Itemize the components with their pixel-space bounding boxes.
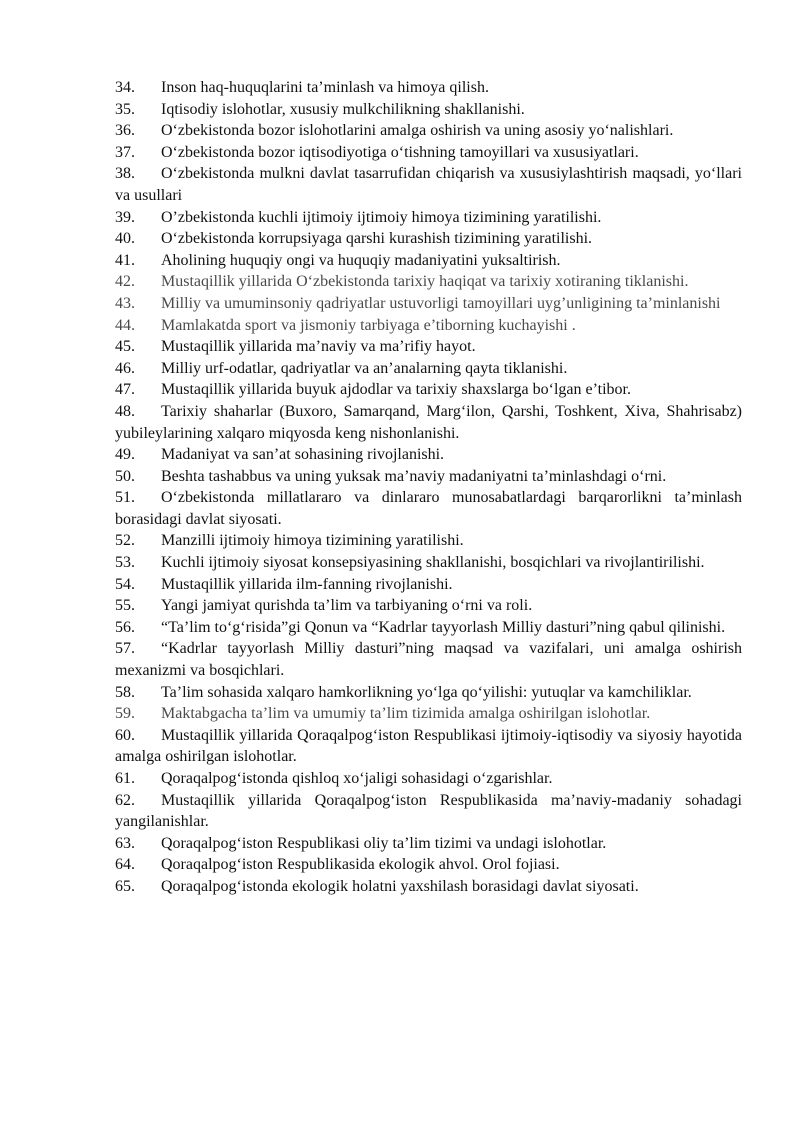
item-text: Kuchli ijtimoiy siyosat konsepsiyasining shakllanishi, bosqichlari va rivojlantirilishi. (161, 554, 705, 572)
item-text: Mustaqillik yillarida buyuk ajdodlar va tarixiy shaxslarga bo‘lgan e’tibor. (161, 381, 631, 399)
item-text: “Kadrlar tayyorlash Milliy dasturi”ning maqsad va vazifalari, uni amalga oshirish mexanizmi va bosqichlari. (115, 640, 742, 680)
item-text: Beshta tashabbus va uning yuksak ma’naviy madaniyatni ta’minlashdagi o‘rni. (161, 467, 667, 485)
list-item-46 (115, 358, 742, 380)
list-item-45 (115, 336, 742, 358)
item-text: Tarixiy shaharlar (Buxoro, Samarqand, Marg‘ilon, Qarshi, Toshkent, Xiva, Shahrisabz) yubileylarining xalqaro miqyosda keng nishonlanishi. (115, 402, 742, 442)
list-item-48 (115, 401, 742, 444)
item-number: 45. (115, 338, 135, 356)
item-number: 37. (115, 143, 135, 161)
item-text: Madaniyat va san’at sohasining rivojlanishi. (161, 446, 445, 464)
item-text: O‘zbekistonda bozor iqtisodiyotiga o‘tishning tamoyillari va xususiyatlari. (161, 143, 639, 161)
list-item-34 (115, 77, 742, 99)
item-number: 60. (115, 726, 135, 744)
item-number: 62. (115, 791, 135, 809)
list-item-40 (115, 228, 742, 250)
list-item-64 (115, 854, 742, 876)
item-text: Aholining huquqiy ongi va huquqiy madaniyatini yuksaltirish. (161, 251, 561, 269)
item-text: Inson haq-huquqlarini ta’minlash va himoya qilish. (161, 79, 489, 96)
item-number: 55. (115, 597, 135, 615)
list-item-50 (115, 466, 742, 488)
item-text: Mustaqillik yillarida ilm-fanning rivojlanishi. (161, 575, 453, 593)
item-text: “Ta’lim to‘g‘risida”gi Qonun va “Kadrlar tayyorlash Milliy dasturi”ning qabul qilinishi. (161, 618, 726, 636)
item-number: 51. (115, 489, 135, 507)
list-item-47 (115, 379, 742, 401)
item-text: Yangi jamiyat qurishda ta’lim va tarbiyaning o‘rni va roli. (161, 597, 533, 615)
item-text: Mamlakatda sport va jismoniy tarbiyaga e’tiborning kuchayishi . (161, 316, 576, 334)
list-item-38 (115, 163, 742, 206)
item-text: Manzilli ijtimoiy himoya tizimining yaratilishi. (161, 532, 464, 550)
list-item-49 (115, 444, 742, 466)
item-number: 49. (115, 446, 135, 464)
list-item-36 (115, 120, 742, 142)
item-number: 38. (115, 165, 135, 183)
item-number: 36. (115, 122, 135, 140)
item-text: Ta’lim sohasida xalqaro hamkorlikning yo‘lga qo‘yilishi: yutuqlar va kamchiliklar. (161, 683, 692, 701)
list-item-63 (115, 833, 742, 855)
item-text: Maktabgacha ta’lim va umumiy ta’lim tizimida amalga oshirilgan islohotlar. (161, 705, 651, 723)
list-item-53 (115, 552, 742, 574)
item-number: 43. (115, 294, 135, 312)
item-text: Milliy va umuminsoniy qadriyatlar ustuvorligi tamoyillari uyg’unligining ta’minlanishi (161, 294, 721, 312)
item-number: 65. (115, 877, 135, 895)
list-item-60 (115, 725, 742, 768)
list-item-42 (115, 271, 742, 293)
list-item-39 (115, 207, 742, 229)
item-text: O‘zbekistonda bozor islohotlarini amalga oshirish va uning asosiy yo‘nalishlari. (161, 122, 674, 140)
item-number: 47. (115, 381, 135, 399)
list-item-56 (115, 617, 742, 639)
item-text: Qoraqalpog‘istonda qishloq xo‘jaligi sohasidagi o‘zgarishlar. (161, 770, 553, 787)
item-number: 44. (115, 316, 135, 334)
item-text: Qoraqalpog‘iston Respublikasida ekologik ahvol. Orol fojiasi. (161, 856, 560, 874)
item-number: 42. (115, 273, 135, 291)
list-item-54 (115, 574, 742, 596)
item-number: 41. (115, 251, 135, 269)
list-item-37 (115, 142, 742, 164)
list-item-43 (115, 293, 742, 315)
item-number: 64. (115, 856, 135, 874)
item-number: 57. (115, 640, 135, 658)
list-item-44 (115, 315, 742, 337)
item-number: 39. (115, 208, 135, 226)
list-item-61 (115, 768, 742, 790)
list-item-57 (115, 638, 742, 681)
item-text: O‘zbekistonda mulkni davlat tasarrufidan chiqarish va xususiylashtirish maqsadi, yo‘llari va usullari (115, 165, 742, 204)
list-item-58 (115, 682, 742, 704)
list-item-55 (115, 595, 742, 617)
item-number: 54. (115, 575, 135, 593)
item-number: 56. (115, 618, 135, 636)
item-number: 46. (115, 359, 135, 377)
item-text: O‘zbekistonda millatlararo va dinlararo munosabatlardagi barqarorlikni ta’minlash borasidagi davlat siyosati. (115, 489, 742, 528)
item-text: Mustaqillik yillarida Qoraqalpog‘iston Respublikasida ma’naviy-madaniy sohadagi yangilanishlar. (115, 791, 742, 831)
item-number: 61. (115, 770, 135, 787)
item-number: 48. (115, 402, 135, 420)
item-number: 58. (115, 683, 135, 701)
item-number: 59. (115, 705, 135, 723)
item-text: Milliy urf-odatlar, qadriyatlar va an’analarning qayta tiklanishi. (161, 359, 568, 377)
item-number: 50. (115, 467, 135, 485)
list-item-62 (115, 790, 742, 833)
list-item-41 (115, 250, 742, 272)
item-text: O’zbekistonda kuchli ijtimoiy ijtimoiy himoya tizimining yaratilishi. (161, 208, 602, 226)
list-item-52 (115, 530, 742, 552)
item-text: Mustaqillik yillarida Qoraqalpog‘iston Respublikasi ijtimoiy-iqtisodiy va siyosiy hayotida amalga oshirilgan islohotlar. (115, 726, 742, 766)
item-number: 53. (115, 554, 135, 572)
item-text: Mustaqillik yillarida ma’naviy va ma’rifiy hayot. (161, 338, 476, 356)
list-item-59 (115, 703, 742, 725)
item-text: Iqtisodiy islohotlar, xususiy mulkchilikning shakllanishi. (161, 100, 525, 118)
list-item-35 (115, 99, 742, 121)
item-number: 63. (115, 834, 135, 852)
item-text: Mustaqillik yillarida O‘zbekistonda tarixiy haqiqat va tarixiy xotiraning tiklanishi. (161, 273, 689, 291)
item-number: 40. (115, 230, 135, 248)
item-text: O‘zbekistonda korrupsiyaga qarshi kurashish tizimining yaratilishi. (161, 230, 593, 248)
list-item-51 (115, 487, 742, 530)
item-number: 35. (115, 100, 135, 118)
item-number: 52. (115, 532, 135, 550)
item-text: Qoraqalpog‘iston Respublikasi oliy ta’lim tizimi va undagi islohotlar. (161, 834, 607, 852)
item-number: 34. (115, 79, 135, 96)
list-item-65 (115, 876, 742, 898)
item-text: Qoraqalpog‘istonda ekologik holatni yaxshilash borasidagi davlat siyosati. (161, 877, 639, 895)
document-page (115, 77, 742, 898)
